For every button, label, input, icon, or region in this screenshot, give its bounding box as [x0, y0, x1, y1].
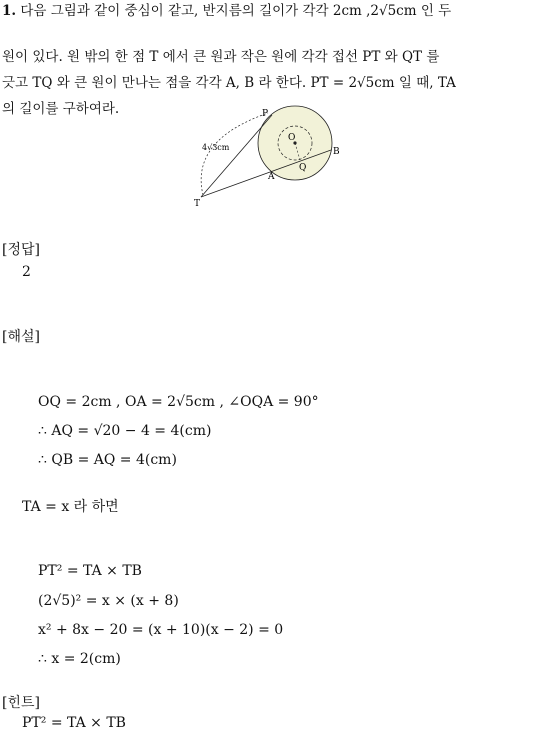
problem-line-3: 긋고 TQ 와 큰 원이 만나는 점을 각각 A, B 라 한다. PT = 2√5cm 일 때, TA: [2, 75, 456, 91]
hint-line: PT² = TA × TB: [22, 715, 126, 731]
solution-line-7: x² + 8x − 20 = (x + 10)(x − 2) = 0: [38, 622, 284, 638]
solution-line-2: ∴ AQ = √20 − 4 = 4(cm): [38, 423, 212, 439]
solution-line-4: TA = x 라 하면: [22, 499, 119, 515]
problem-line-1: [2, 5, 451, 19]
solution-line-6: (2√5)² = x × (x + 8): [38, 593, 179, 609]
problem-number: 1.: [2, 3, 17, 19]
geometry-figure: [190, 100, 350, 210]
solution-heading: [해설]: [2, 329, 40, 345]
problem-text-1: 다음 그림과 같이 중심이 같고, 반지름의 길이가 각각 2cm ,2√5cm 인 두: [20, 3, 452, 19]
solution-line-1: OQ = 2cm , OA = 2√5cm , ∠OQA = 90°: [38, 394, 319, 410]
problem-line-4: 의 길이를 구하여라.: [2, 101, 120, 117]
answer-value: 2: [22, 264, 31, 280]
hint-heading: [힌트]: [2, 695, 40, 711]
label-o: O: [288, 133, 296, 143]
solution-line-8: ∴ x = 2(cm): [38, 651, 121, 667]
label-q: Q: [299, 163, 307, 173]
label-a: A: [268, 172, 275, 182]
label-length: 4√3cm: [202, 143, 230, 152]
solution-line-5: PT² = TA × TB: [38, 563, 142, 579]
problem-line-2: 원이 있다. 원 밖의 한 점 T 에서 큰 원과 작은 원에 각각 접선 PT 와 QT 를: [2, 49, 440, 65]
label-t: T: [194, 199, 201, 209]
label-b: B: [333, 147, 340, 157]
solution-line-3: ∴ QB = AQ = 4(cm): [38, 452, 177, 468]
label-p: P: [262, 109, 269, 119]
answer-heading: [정답]: [2, 242, 40, 258]
length-arc: [201, 113, 268, 195]
